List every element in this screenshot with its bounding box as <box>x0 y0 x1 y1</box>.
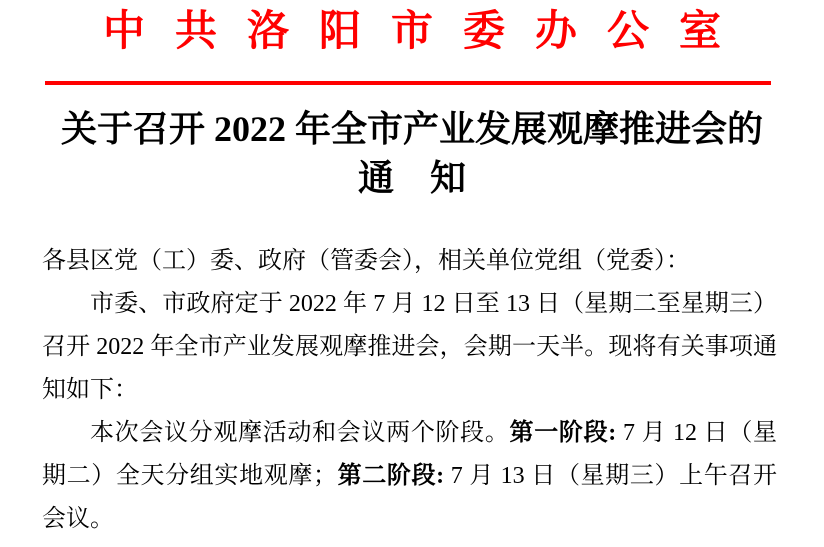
paragraph-meeting-schedule: 市委、市政府定于 2022 年 7 月 12 日至 13 日（星期二至星期三）召开 2022 年全市产业发展观摩推进会，会期一天半。现将有关事项通知如下： <box>42 291 777 403</box>
document-title-line1: 关于召开 2022 年全市产业发展观摩推进会的 <box>60 109 763 149</box>
stage-one-label: 第一阶段: <box>509 420 617 446</box>
red-header-office-name: 中共洛阳市委办公室 <box>102 9 751 55</box>
red-divider-line <box>45 81 771 85</box>
document-body <box>42 240 777 541</box>
stage-one-text: 7 月 12 日（星期二）全天分组实地观摩； <box>42 420 778 489</box>
paragraph-stages <box>42 412 777 541</box>
document-title <box>0 105 824 203</box>
stage-two-text: 7 月 13 日（星期三）上午召开会议。 <box>42 463 778 532</box>
salutation-line: 各县区党（工）委、政府（管委会），相关单位党组（党委）： <box>42 248 690 274</box>
stages-intro-text: 本次会议分观摩活动和会议两个阶段。 <box>90 420 510 446</box>
stage-two-label: 第二阶段: <box>336 463 445 489</box>
document-title-line2: 通 知 <box>357 158 466 198</box>
